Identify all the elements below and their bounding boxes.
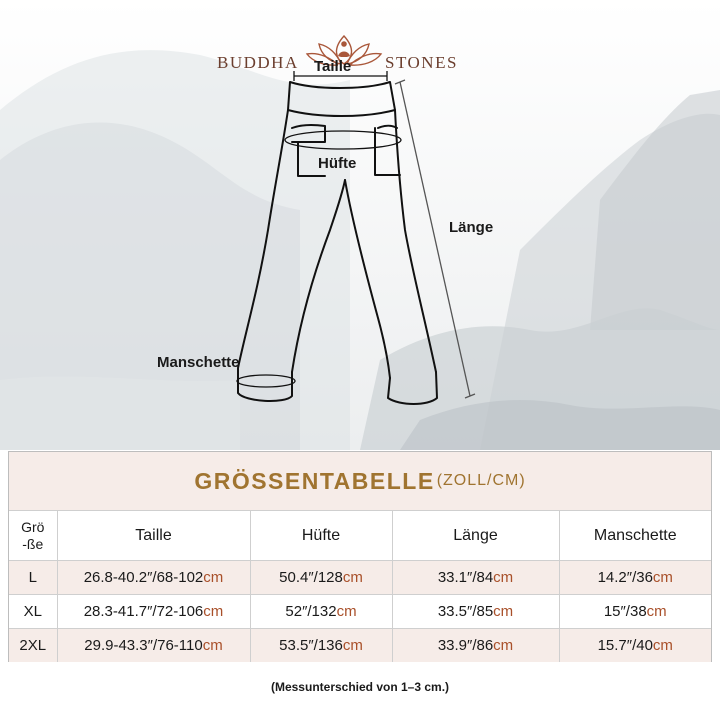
cuff-value: 15.7″/40 [597,637,653,654]
length-value: 33.1″/84 [437,569,494,586]
unit-cm: cm [203,603,224,620]
header-size-line1: Grö [21,518,45,535]
unit-cm: cm [336,603,357,620]
table-row [9,629,711,663]
unit-cm: cm [493,637,514,654]
length-label: Länge [449,219,494,236]
unit-cm: cm [203,569,224,586]
hip-value: 52″/132 [285,603,337,620]
hip-value: 53.5″/136 [279,637,343,654]
header-size [9,511,57,561]
table-title-units: (ZOLL/CM) [436,472,526,489]
unit-cm: cm [493,569,514,586]
waist-cell [57,561,250,595]
size-cell: L [9,561,57,595]
brand-name-left: BUDDHA [217,53,299,72]
measurement-footnote: (Messunterschied von 1–3 cm.) [270,680,450,694]
cuff-value: 15″/38 [603,603,647,620]
table-header-row [9,511,711,561]
unit-cm: cm [646,603,667,620]
hip-value: 50.4″/128 [279,569,343,586]
hip-cell [250,629,392,663]
waist-value: 26.8-40.2″/68-102 [83,569,204,586]
waist-value: 29.9-43.3″/76-110 [84,637,203,654]
header-waist: Taille [57,511,250,561]
size-cell: XL [9,595,57,629]
header-hip: Hüfte [250,511,392,561]
hip-cell [250,561,392,595]
cuff-label: Manschette [157,354,240,371]
table-row [9,595,711,629]
table-title: GRÖSSENTABELLE [194,467,435,494]
unit-cm: cm [493,603,514,620]
waist-cell [57,595,250,629]
unit-cm: cm [652,569,673,586]
table-row [9,561,711,595]
cuff-value: 14.2″/36 [597,569,653,586]
cuff-cell [559,561,711,595]
length-cell [392,629,559,663]
header-size-line2: -ße [22,535,44,552]
unit-cm: cm [652,637,673,654]
waist-cell [57,629,250,663]
length-cell [392,561,559,595]
unit-cm: cm [342,569,363,586]
cuff-cell [559,595,711,629]
size-cell: 2XL [9,629,57,663]
unit-cm: cm [342,637,363,654]
hip-label: Hüfte [318,155,357,172]
cuff-cell [559,629,711,663]
size-table [8,451,712,662]
header-length: Länge [392,511,559,561]
waist-label: Taille [314,58,352,75]
length-cell [392,595,559,629]
header-cuff: Manschette [559,511,711,561]
size-table-grid [9,511,711,662]
length-value: 33.9″/86 [437,637,494,654]
size-table-title [9,452,711,511]
unit-cm: cm [202,637,223,654]
brand-name-right: STONES [385,53,458,72]
length-value: 33.5″/85 [437,603,494,620]
hip-cell [250,595,392,629]
waist-value: 28.3-41.7″/72-106 [83,603,204,620]
